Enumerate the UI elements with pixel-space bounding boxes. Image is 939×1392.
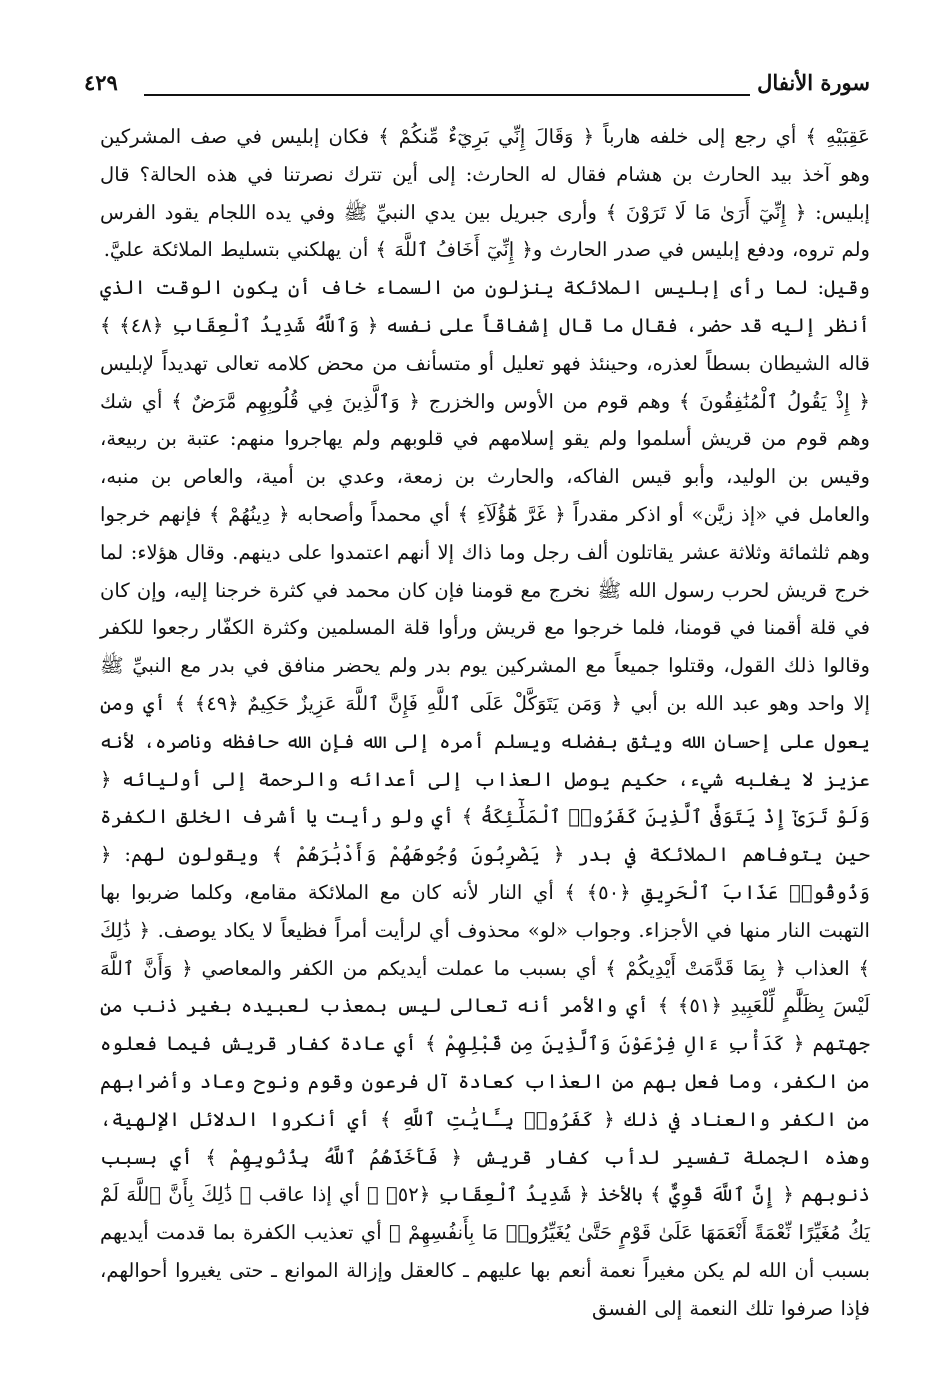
tafsir-text: [100, 118, 870, 1328]
page-header: [84, 68, 870, 102]
paragraph: عَقِبَيْهِ ﴾ أي رجع إلى خلفه هارباً ﴿ وَقَالَ إِنِّي بَرِيٓءٌ مِّنكُمْ ﴾ فكان إبليس في صف المشركين وهو آخذ بيد الحارث بن هشام فقال له الحارث: إلى أين تترك نصرتنا في هذه الحالة؟ قال إبليس: ﴿ إِنِّيٓ أَرَىٰ مَا لَا تَرَوْنَ ﴾ وأرى جبريل بين يدي النبيِّ ﷺ وفي يده اللجام يقود الفرس ولم تروه، ودفع إبليس في صدر الحارث و﴿ إِنِّيٓ أَخَافُ ٱللَّهَ ﴾ أن يهلكني بتسليط الملائكة عليَّ.: [100, 125, 870, 262]
header-rule: [144, 94, 750, 96]
paragraph: وقيل: لما رأى إبليس الملائكة ينزلون من السماء خاف أن يكون الوقت الذي أنظر إليه قد حضر، فقال ما قال إشفاقاً على نفسه ﴿ وَٱللَّهُ شَدِيدُ ٱلْعِقَابِ ﴿٤٨﴾ ﴾ قاله الشيطان بسطاً لعذره، وحينئذ فهو تعليل أو متسأنف من محض كلامه تعالى تهديداً لإبليس ﴿ إِذْ يَقُولُ ٱلْمُنَٰفِقُونَ ﴾ وهم قوم من الأوس والخزرج ﴿ وَٱلَّذِينَ فِي قُلُوبِهِم مَّرَضٌ ﴾ أي شك وهم قوم من قريش أسلموا ولم يقو إسلامهم في قلوبهم ولم يهاجروا منهم: عتبة بن ربيعة، وقيس بن الوليد، وأبو قيس الفاكه، والحارث بن زمعة، وعدي بن أمية، والعاص بن منبه، والعامل في «إذ زيَّن» أو اذكر مقدراً ﴿ غَرَّ هَٰٓؤُلَآءِ ﴾ أي محمداً وأصحابه ﴿ دِينُهُمْ ﴾ فإنهم خرجوا وهم ثلثمائة وثلاثة عشر يقاتلون ألف رجل وما ذاك إلا أنهم اعتمدوا على دينهم. وقال هؤلاء: لما خرج قريش لحرب رسول الله ﷺ نخرج مع قومنا فإن كان محمد في كثرة خرجنا إليه، وإن كان في قلة أقمنا في قومنا، فلما خرجوا مع قريش ورأوا قلة المسلمين وكثرة الكفّار رجعوا للكفر وقالوا ذلك القول، وقتلوا جميعاً مع المشركين يوم بدر ولم يحضر منافق في بدر مع النبيِّ ﷺ إلا واحد وهو عبد الله بن أبي ﴿ وَمَن يَتَوَكَّلْ عَلَى ٱللَّهِ فَإِنَّ ٱللَّهَ عَزِيزٌ حَكِيمٌ ﴿٤٩﴾ ﴾ أي ومن يعول على إحسان الله ويثق بفضله ويسلم أمره إلى الله فإن الله حافظه وناصره، لأنه عزيز لا يغلبه شيء، حكيم يوصل العذاب إلى أعدائه والرحمة إلى أوليائه ﴿ وَلَوْ تَرَىٰٓ إِذْ يَتَوَفَّى ٱلَّذِينَ كَفَرُوا۟ ٱلْمَلَٰٓئِكَةُ ﴾ أي ولو رأيت يا أشرف الخلق الكفرة حين يتوفاهم الملائكة في بدر ﴿ يَضْرِبُونَ وُجُوهَهُمْ وَأَدْبَٰرَهُمْ ﴾ ويقولون لهم: ﴿ وَذُوقُوا۟ عَذَابَ ٱلْحَرِيقِ ﴿٥٠﴾ ﴾ أي النار لأنه كان مع الملائكة مقامع، وكلما ضربوا بها التهبت النار منها في الأجزاء. وجواب «لو» محذوف أي لرأيت أمراً فظيعاً لا يكاد يوصف. ﴿ ذَٰلِكَ ﴾ العذاب ﴿ بِمَا قَدَّمَتْ أَيْدِيكُمْ ﴾ أي بسبب ما عملت أيديكم من الكفر والمعاصي ﴿ وَأَنَّ ٱللَّهَ لَيْسَ بِظَلَّٰمٍ لِّلْعَبِيدِ ﴿٥١﴾ ﴾ أي والأمر أنه تعالى ليس بمعذب لعبيده بغير ذنب من جهتهم ﴿ كَدَأْبِ ءَالِ فِرْعَوْنَ وَٱلَّذِينَ مِن قَبْلِهِمْ ﴾ أي عادة كفار قريش فيما فعلوه من الكفر، وما فعل بهم من العذاب كعادة آل فرعون وقوم ونوح وعاد وأضرابهم من الكفر والعناد في ذلك ﴿ كَفَرُوا۟ بِـَٔايَٰتِ ٱللَّهِ ﴾ أي أنكروا الدلائل الإلهية، وهذه الجملة تفسير لدأب كفار قريش ﴿ فَأَخَذَهُمُ ٱللَّهُ بِذُنُوبِهِمْ ﴾ أي بسبب ذنوبهم ﴿ إِنَّ ٱللَّهَ قَوِيٌّ ﴾ بالأخذ ﴿ شَدِيدُ ٱلْعِقَابِ ﴿٥٢﴾ ﴾ أي إذا عاقب ﴿ ذَٰلِكَ بِأَنَّ ٱللَّهَ لَمْ يَكُ مُغَيِّرًا نِّعْمَةً أَنْعَمَهَا عَلَىٰ قَوْمٍ حَتَّىٰ يُغَيِّرُوا۟ مَا بِأَنفُسِهِمْ ﴾ أي تعذيب الكفرة بما قدمت أيديهم بسبب أن الله لم يكن مغيراً نعمة أنعم بها عليهم ـ كالعقل وإزالة الموانع ـ حتى يغيروا أحوالهم، فإذا صرفوا تلك النعمة إلى الفسق: [100, 276, 870, 1320]
page-number: ٤٢٩: [84, 70, 118, 95]
surah-title: سورة الأنفال: [757, 70, 870, 95]
